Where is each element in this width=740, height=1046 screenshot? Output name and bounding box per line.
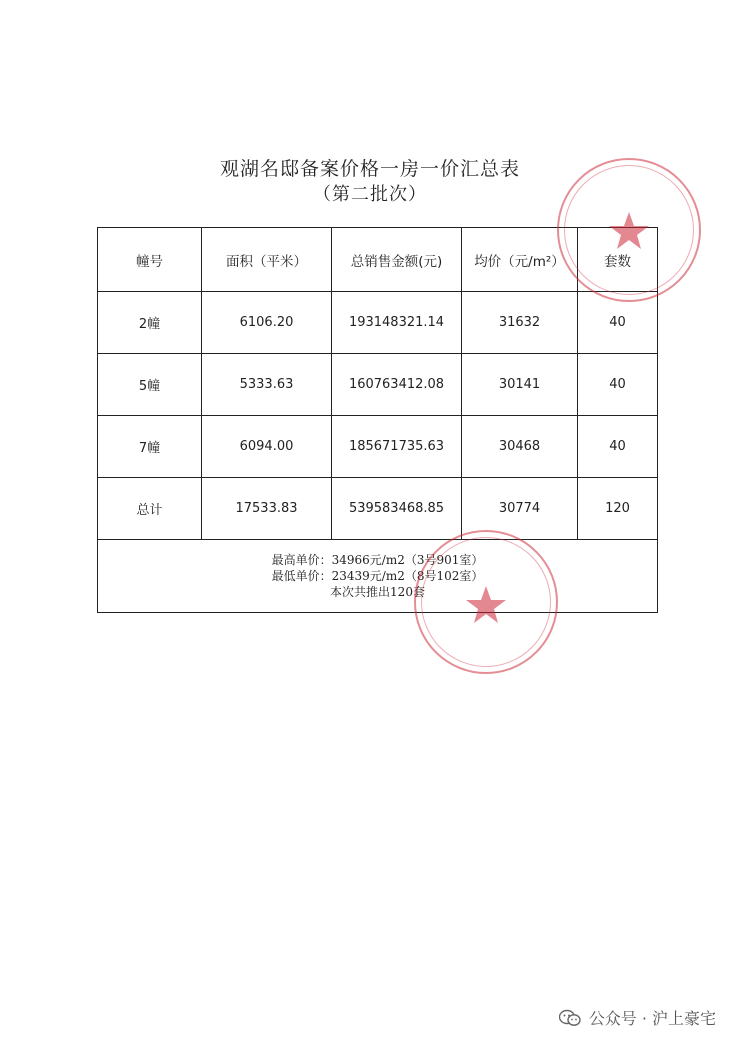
cell-units: 40 bbox=[578, 416, 658, 478]
table-row bbox=[98, 292, 658, 354]
cell-units: 40 bbox=[578, 292, 658, 354]
table-row bbox=[98, 416, 658, 478]
cell-total-sales: 160763412.08 bbox=[332, 354, 462, 416]
price-summary-table bbox=[97, 227, 658, 613]
note-lowest-price: 最低单价：23439元/m2（8号102室） bbox=[271, 569, 484, 583]
table-total-row bbox=[98, 478, 658, 540]
cell-building: 2幢 bbox=[98, 292, 202, 354]
wechat-icon bbox=[559, 1009, 581, 1027]
header-area: 面积（平米） bbox=[202, 228, 332, 292]
cell-area: 6094.00 bbox=[202, 416, 332, 478]
cell-total-sales: 539583468.85 bbox=[332, 478, 462, 540]
cell-area: 5333.63 bbox=[202, 354, 332, 416]
watermark-text: 公众号 · 沪上豪宅 bbox=[588, 1009, 716, 1028]
cell-average-price: 31632 bbox=[462, 292, 578, 354]
document-subtitle: （第二批次） bbox=[313, 184, 427, 205]
cell-units: 40 bbox=[578, 354, 658, 416]
cell-units: 120 bbox=[578, 478, 658, 540]
cell-area: 17533.83 bbox=[202, 478, 332, 540]
cell-building: 总计 bbox=[98, 478, 202, 540]
cell-average-price: 30774 bbox=[462, 478, 578, 540]
cell-total-sales: 193148321.14 bbox=[332, 292, 462, 354]
notes-cell bbox=[98, 540, 658, 613]
header-building: 幢号 bbox=[98, 228, 202, 292]
table-notes-row bbox=[98, 540, 658, 613]
cell-area: 6106.20 bbox=[202, 292, 332, 354]
header-units: 套数 bbox=[578, 228, 658, 292]
header-total-sales: 总销售金额(元) bbox=[332, 228, 462, 292]
watermark bbox=[559, 1006, 716, 1029]
note-total-units: 本次共推出120套 bbox=[330, 585, 425, 599]
cell-total-sales: 185671735.63 bbox=[332, 416, 462, 478]
table-row bbox=[98, 354, 658, 416]
table-header-row bbox=[98, 228, 658, 292]
cell-average-price: 30468 bbox=[462, 416, 578, 478]
cell-average-price: 30141 bbox=[462, 354, 578, 416]
cell-building: 7幢 bbox=[98, 416, 202, 478]
document-title: 观湖名邸备案价格一房一价汇总表 bbox=[219, 158, 520, 180]
note-highest-price: 最高单价：34966元/m2（3号901室） bbox=[271, 553, 484, 567]
cell-building: 5幢 bbox=[98, 354, 202, 416]
header-average-price: 均价（元/m²） bbox=[462, 228, 578, 292]
